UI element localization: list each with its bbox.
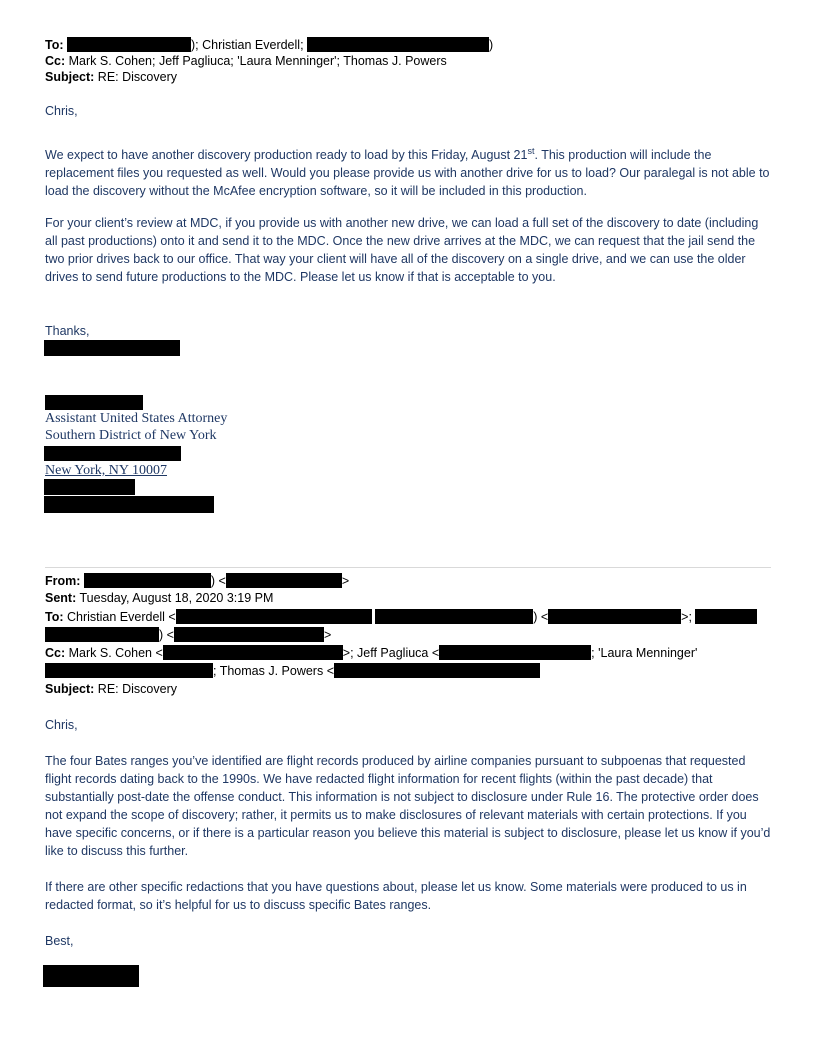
closing-2: Best, [45, 934, 74, 948]
header-to-line-3: ) < > [45, 627, 331, 643]
header-cc-line-3: ; Thomas J. Powers < [45, 663, 540, 679]
to-text: ); Christian Everdell; [191, 38, 304, 52]
redaction [45, 627, 159, 642]
redaction [45, 663, 213, 678]
salutation: Chris, [45, 104, 78, 118]
subject-label: Subject: [45, 70, 95, 84]
closing: Thanks, [45, 324, 90, 338]
sent-text: Tuesday, August 18, 2020 3:19 PM [79, 591, 274, 605]
redaction [44, 479, 135, 495]
redaction [176, 609, 372, 624]
to-label: To: [45, 38, 64, 52]
header-sent-line [45, 590, 273, 606]
to-text-end: ) [489, 38, 494, 52]
divider [45, 567, 771, 568]
redaction [307, 37, 489, 52]
signature-office: Southern District of New York [45, 428, 217, 443]
header-subject-line [45, 69, 177, 85]
subject-label: Subject: [45, 682, 95, 696]
cc-label: Cc: [45, 54, 66, 68]
signature-city: New York, NY 10007 [45, 463, 167, 478]
redaction [548, 609, 681, 624]
redaction [226, 573, 342, 588]
body-paragraph-4: If there are other specific redactions that you have questions about, please let us know. Some materials were produced to us in redacted format, so it’s helpful for us to discuss specific Bates ranges. [45, 880, 747, 912]
redaction [174, 627, 324, 642]
redaction [44, 446, 181, 461]
redaction [84, 573, 211, 588]
redaction [44, 496, 214, 513]
cc-text: Mark S. Cohen; Jeff Pagliuca; 'Laura Menninger'; Thomas J. Powers [68, 54, 447, 68]
header-to-line [45, 37, 493, 53]
subject-text: RE: Discovery [97, 682, 177, 696]
redaction [67, 37, 191, 52]
redaction [695, 609, 757, 624]
header-cc-line-2: Cc: Mark S. Cohen < >; Jeff Pagliuca < ; 'Laura Menninger' [45, 646, 698, 660]
subject-text: RE: Discovery [97, 70, 177, 84]
cc-label: Cc: [45, 646, 66, 660]
to-label: To: [45, 610, 64, 624]
body-paragraph-1: We expect to have another discovery production ready to load by this Friday, August 21st. This production will include the replacement files you requested as well. Would you please provide us with another drive for us to load? Our paralegal is not able to load the discovery without the McAfee encryption software, so it will be included in this production. [45, 146, 770, 199]
from-label: From: [45, 574, 81, 588]
body-paragraph-3: The four Bates ranges you’ve identified are flight records produced by airline companies pursuant to subpoenas that requested flight records dating back to the 1990s. We have redacted flight information for recent flights (within the past decade) that substantially post-date the offense conduct. This information is not subject to disclosure under Rule 16. The protective order does not expand the scope of discovery; rather, it permits us to make disclosures of relevant materials with certain protections. If you have specific concerns, or if there is a particular reason you believe this material is subject to disclosure, please let us know if you’d like to discuss this further. [45, 754, 771, 858]
redaction [44, 340, 180, 356]
sent-label: Sent: [45, 591, 77, 605]
redaction [375, 609, 533, 624]
redaction [163, 645, 343, 660]
redaction [45, 395, 143, 410]
signature-title: Assistant United States Attorney [45, 411, 228, 426]
redaction [43, 965, 139, 987]
header-subject-line-2 [45, 681, 177, 697]
redaction [334, 663, 540, 678]
header-from-line: From: ) < > [45, 574, 350, 588]
redaction [439, 645, 591, 660]
salutation-2: Chris, [45, 718, 78, 732]
header-cc-line [45, 53, 447, 69]
body-paragraph-2: For your client’s review at MDC, if you provide us with another new drive, we can load a full set of the discovery to date (including all past productions) onto it and send it to the MDC. Once the new drive arrives at the MDC, we can request that the jail send the two prior drives back to our office. That way your client will have all of the discovery on a single drive, and we can use the older drives to send future productions to the MDC. Please let us know if that is acceptable to you. [45, 216, 759, 284]
header-to-line-2: To: Christian Everdell < ) < >; [45, 609, 757, 625]
